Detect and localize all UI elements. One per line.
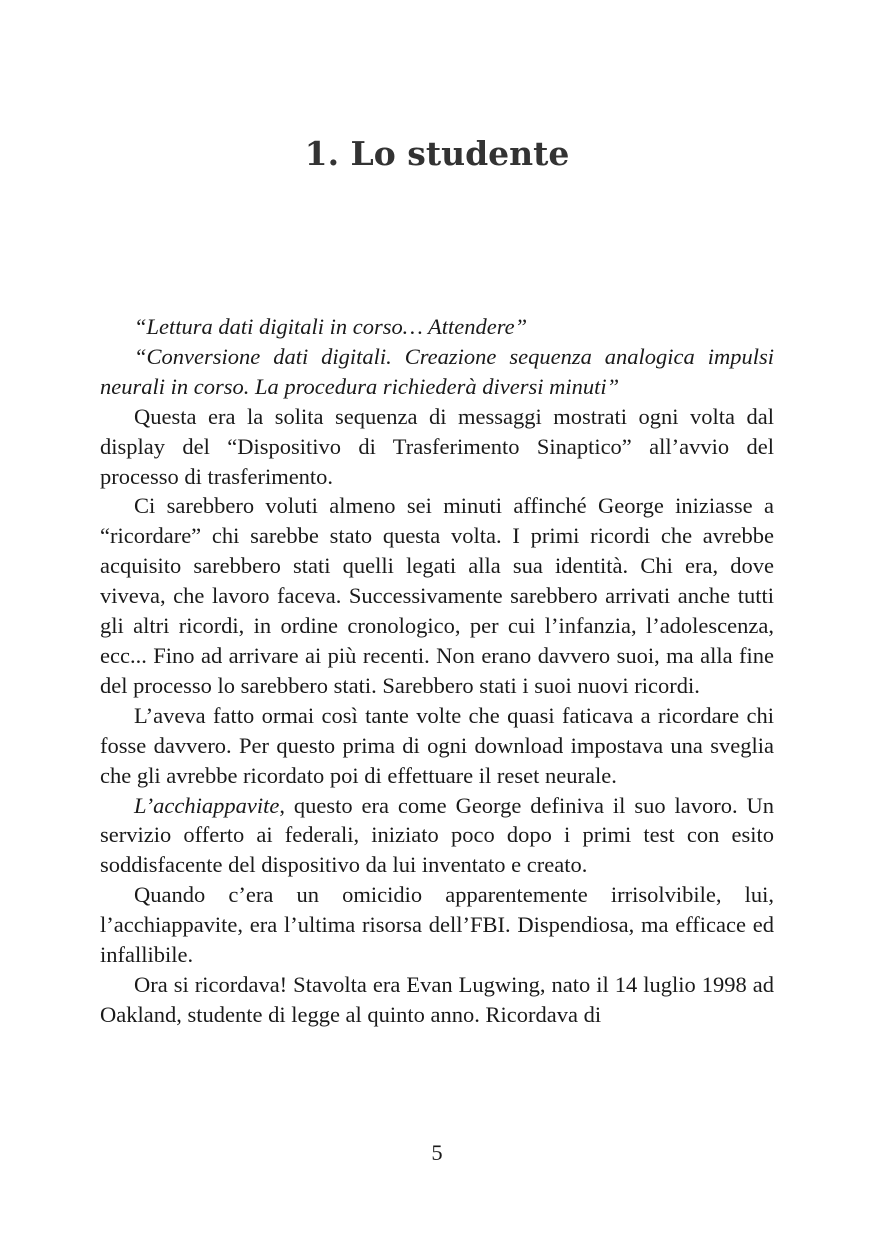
paragraph-5: L’aveva fatto ormai così tante volte che quasi faticava a ricordare chi fosse davvero. Per questo prima di ogni download impostava una sveglia che gli avrebbe ricordato poi di effettuare il reset neurale. — [100, 702, 774, 788]
paragraph-2: “Conversione dati digitali. Creazione sequenza analogica impulsi neurali in corso. La procedura richiederà diversi minuti” — [100, 343, 774, 399]
paragraph-1: “Lettura dati digitali in corso… Attendere” — [134, 314, 528, 339]
paragraph-4: Ci sarebbero voluti almeno sei minuti affinché George iniziasse a “ricordare” chi sarebbe stato questa volta. I primi ricordi che avrebbe acquisito sarebbero stati quelli legati alla sua identità. Chi era, dove viveva, che lavoro faceva. Successivamente sarebbero arrivati anche tutti gli altri ricordi, in ordine cronologico, per cui l’infanzia, l’adolescenza, ecc... Fino ad arrivare ai più recenti. Non erano davvero suoi, ma alla fine del processo lo sarebbero stati. Sarebbero stati i suoi nuovi ricordi. — [100, 493, 774, 698]
paragraph-8: Ora si ricordava! Stavolta era Evan Lugwing, nato il 14 luglio 1998 ad Oakland, studente di legge al quinto anno. Ricordava di — [100, 971, 774, 1027]
chapter-body — [100, 312, 774, 1030]
paragraph-7: Quando c’era un omicidio apparentemente irrisolvibile, lui, l’acchiappavite, era l’ultima risorsa dell’FBI. Dispendiosa, ma efficace ed infallibile. — [100, 882, 774, 968]
chapter-title: 1. Lo studente — [304, 134, 570, 173]
paragraph-6 — [100, 791, 774, 881]
paragraph-6-text: , questo era come George definiva il suo lavoro. Un servizio offerto ai federali, iniziato poco dopo i primi test con esito soddisfacente del dispositivo da lui inventato e creato. — [100, 792, 774, 878]
paragraph-3: Questa era la solita sequenza di messaggi mostrati ogni volta dal display del “Dispositivo di Trasferimento Sinaptico” all’avvio del processo di trasferimento. — [100, 403, 774, 489]
page-number: 5 — [431, 1140, 443, 1165]
paragraph-6-lead-italic: L’acchiappavite — [134, 792, 280, 818]
